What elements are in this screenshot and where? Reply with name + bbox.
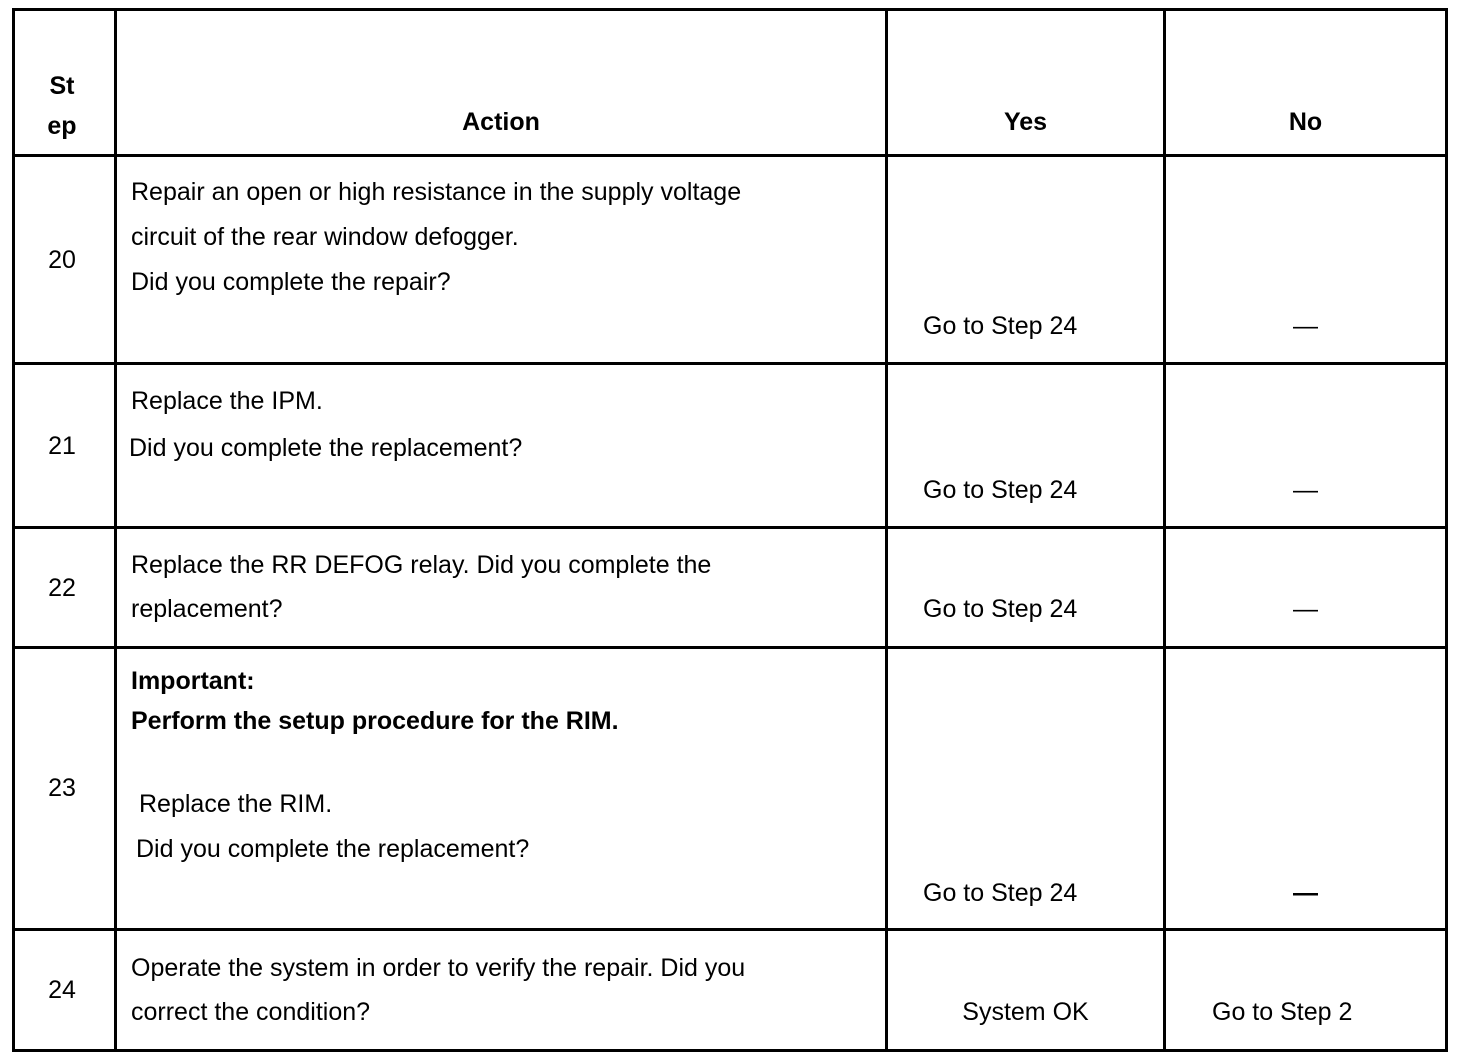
header-yes: Yes — [1003, 108, 1048, 136]
rule — [12, 8, 1448, 11]
action-line: replacement? — [131, 595, 283, 623]
header-step-line2: ep — [47, 112, 77, 140]
action-line: circuit of the rear window defogger. — [131, 223, 519, 251]
rule — [12, 362, 1448, 365]
yes-result: Go to Step 24 — [923, 879, 1078, 907]
action-line: Replace the RIM. — [139, 790, 333, 818]
header-no: No — [1288, 108, 1323, 136]
header-step-line1: St — [49, 72, 75, 100]
action-line: Replace the IPM. — [131, 387, 323, 415]
action-line: Replace the RR DEFOG relay. Did you complete the — [131, 551, 712, 579]
rule — [12, 154, 1448, 157]
rule — [885, 8, 888, 1052]
rule — [12, 1049, 1448, 1052]
rule — [12, 646, 1448, 649]
action-line: Operate the system in order to verify the repair. Did you — [131, 954, 746, 982]
important-text: Perform the setup procedure for the RIM. — [131, 707, 619, 735]
action-line: Did you complete the replacement? — [136, 835, 530, 863]
no-result: — — [1293, 879, 1318, 907]
no-result: — — [1293, 312, 1318, 340]
no-result: — — [1293, 476, 1318, 504]
diagnostic-table — [12, 8, 1448, 1052]
step-number: 20 — [48, 246, 76, 274]
step-number: 24 — [48, 976, 76, 1004]
rule — [12, 8, 15, 1052]
step-number: 22 — [48, 574, 76, 602]
no-result: Go to Step 2 — [1212, 998, 1353, 1026]
rule — [12, 928, 1448, 931]
action-line: Did you complete the repair? — [131, 268, 451, 296]
rule — [114, 8, 117, 1052]
no-result: — — [1293, 595, 1318, 623]
rule — [12, 526, 1448, 529]
step-number: 23 — [48, 774, 76, 802]
step-number: 21 — [48, 432, 76, 460]
header-action: Action — [462, 108, 540, 136]
action-line: correct the condition? — [131, 998, 371, 1026]
action-line: Repair an open or high resistance in the supply voltage — [131, 178, 742, 206]
yes-result: Go to Step 24 — [923, 476, 1078, 504]
action-line: Did you complete the replacement? — [129, 434, 523, 462]
important-label: Important: — [131, 667, 255, 695]
yes-result: Go to Step 24 — [923, 312, 1078, 340]
rule — [1445, 8, 1448, 1052]
header-step — [12, 66, 112, 146]
yes-result: System OK — [962, 998, 1089, 1026]
yes-result: Go to Step 24 — [923, 595, 1078, 623]
